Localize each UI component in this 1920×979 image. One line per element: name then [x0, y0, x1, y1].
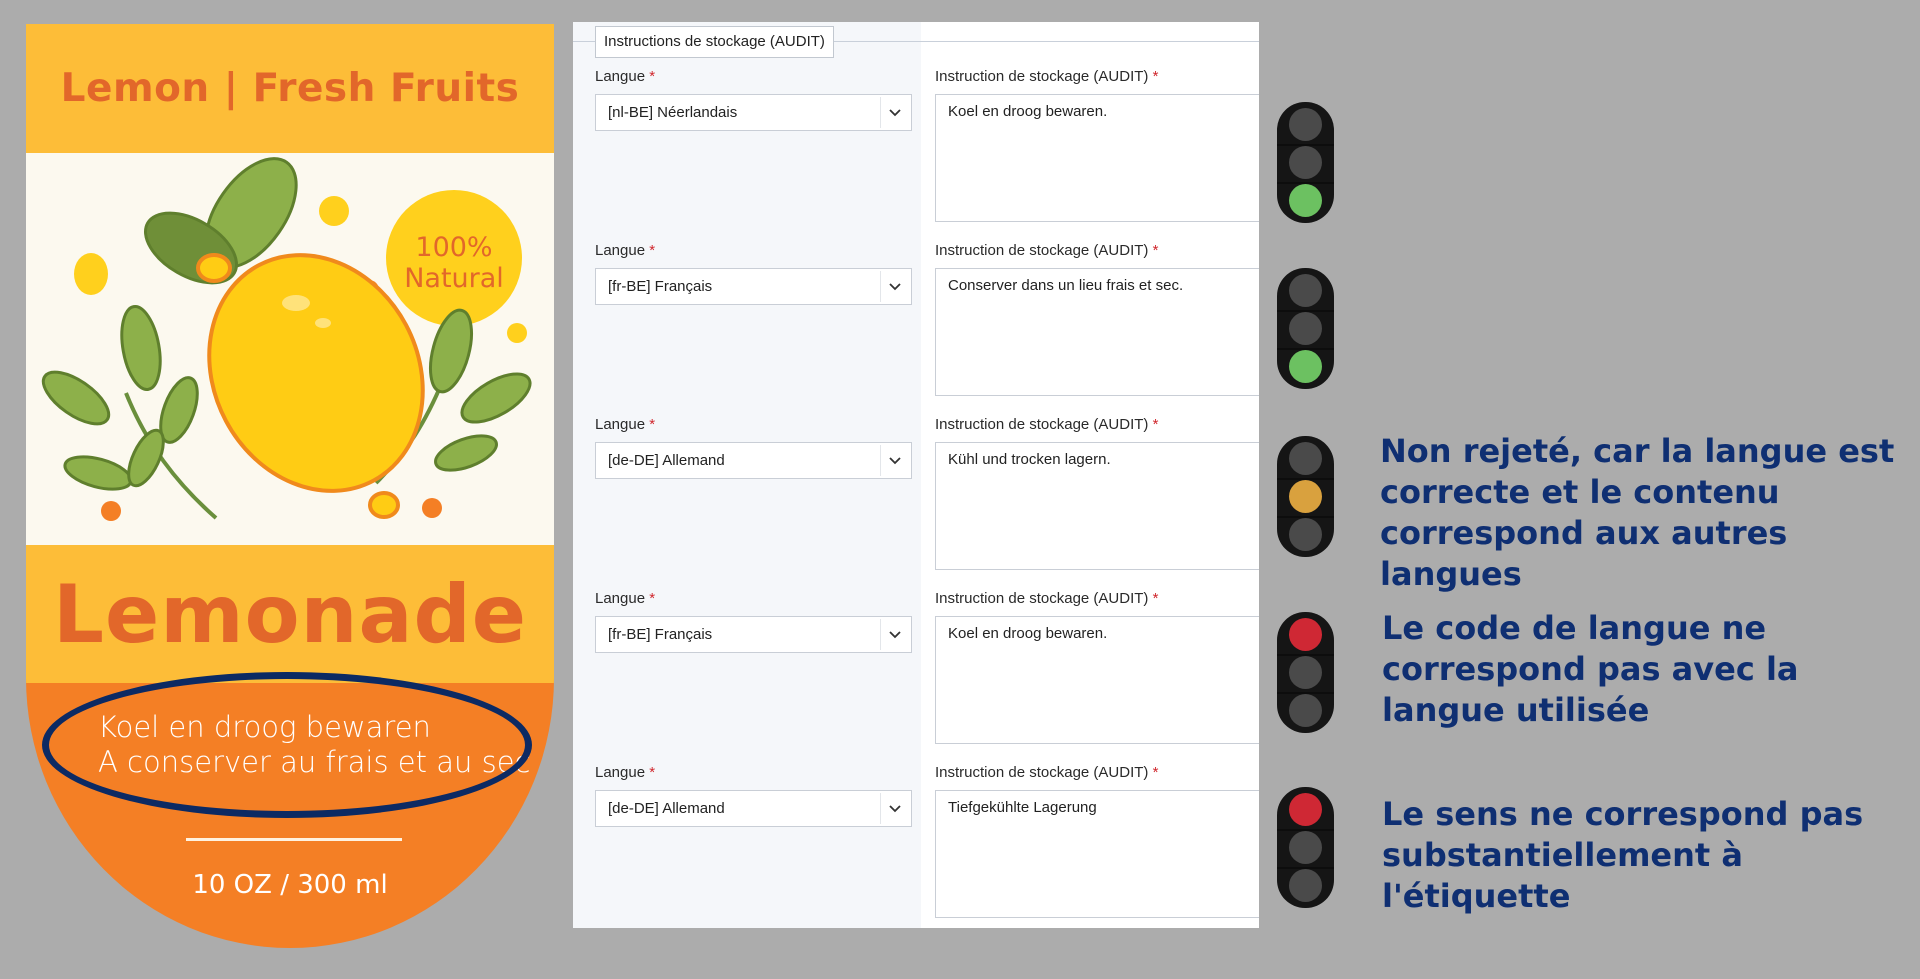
- chevron-down-icon: [888, 791, 902, 826]
- fieldset-legend: Instructions de stockage (AUDIT): [595, 26, 834, 58]
- chevron-down-icon: [888, 443, 902, 478]
- language-select-value: [nl-BE] Néerlandais: [608, 104, 738, 121]
- instruction-textarea[interactable]: Koel en droog bewaren.: [935, 94, 1259, 222]
- form-row: [573, 590, 1259, 764]
- assessment-note-amber: Non rejeté, car la langue est correcte et le contenu correspond aux autres langues: [1380, 432, 1895, 593]
- instruction-textarea[interactable]: Tiefgekühlte Lagerung: [935, 790, 1259, 918]
- traffic-light-icon: [1277, 102, 1334, 223]
- traffic-light-icon: [1277, 787, 1334, 908]
- language-select-value: [de-DE] Allemand: [608, 452, 725, 469]
- instruction-label: Instruction de stockage (AUDIT) *: [935, 242, 1159, 259]
- chevron-down-icon: [888, 95, 902, 130]
- language-select-value: [de-DE] Allemand: [608, 800, 725, 817]
- storage-instructions-form: [573, 22, 1259, 928]
- assessment-note-meaning-mismatch: Le sens ne correspond pas substantiellement à l'étiquette: [1382, 795, 1864, 915]
- label-top-band: [26, 24, 554, 153]
- chevron-down-icon: [888, 617, 902, 652]
- language-label: Langue *: [595, 416, 656, 433]
- traffic-light-icon: [1277, 436, 1334, 557]
- traffic-light-icon: [1277, 268, 1334, 389]
- language-label: Langue *: [595, 68, 656, 85]
- language-select[interactable]: [595, 790, 912, 827]
- language-label: Langue *: [595, 242, 656, 259]
- language-select-value: [fr-BE] Français: [608, 278, 713, 295]
- assessment-note-language-mismatch: Le code de langue ne correspond pas avec la langue utilisée: [1382, 609, 1799, 729]
- language-select[interactable]: [595, 442, 912, 479]
- red-lamp: [1289, 793, 1322, 826]
- language-label: Langue *: [595, 590, 656, 607]
- instruction-label: Instruction de stockage (AUDIT) *: [935, 764, 1159, 781]
- product-name: Lemonade: [52, 567, 527, 661]
- instruction-label: Instruction de stockage (AUDIT) *: [935, 590, 1159, 607]
- form-row: [573, 68, 1259, 242]
- language-label: Langue *: [595, 764, 656, 781]
- product-label: [26, 24, 554, 948]
- green-lamp: [1289, 184, 1322, 217]
- green-lamp: [1289, 350, 1322, 383]
- label-volume: 10 OZ / 300 ml: [192, 870, 388, 900]
- language-select[interactable]: [595, 616, 912, 653]
- language-select[interactable]: [595, 268, 912, 305]
- lemon-art-icon: [26, 153, 554, 545]
- label-instruction-fr: A conserver au frais et au sec: [98, 745, 531, 779]
- instruction-textarea[interactable]: Kühl und trocken lagern.: [935, 442, 1259, 570]
- badge-line2: Natural: [404, 263, 504, 294]
- label-instruction-nl: Koel en droog bewaren: [98, 710, 431, 744]
- lemon-illustration: [26, 153, 554, 545]
- label-divider: [186, 838, 402, 841]
- language-select[interactable]: [595, 94, 912, 131]
- instruction-label: Instruction de stockage (AUDIT) *: [935, 68, 1159, 85]
- form-row: [573, 416, 1259, 590]
- red-lamp: [1289, 618, 1322, 651]
- traffic-light-icon: [1277, 612, 1334, 733]
- badge-line1: 100%: [415, 232, 493, 263]
- instruction-textarea[interactable]: Koel en droog bewaren.: [935, 616, 1259, 744]
- chevron-down-icon: [888, 269, 902, 304]
- label-name-band: [26, 545, 554, 683]
- instruction-label: Instruction de stockage (AUDIT) *: [935, 416, 1159, 433]
- language-select-value: [fr-BE] Français: [608, 626, 713, 643]
- form-row: [573, 764, 1259, 928]
- label-top-title: Lemon | Fresh Fruits: [60, 66, 520, 111]
- amber-lamp: [1289, 480, 1322, 513]
- instruction-textarea[interactable]: Conserver dans un lieu frais et sec.: [935, 268, 1259, 396]
- highlight-ellipse: [42, 672, 532, 818]
- form-row: [573, 242, 1259, 416]
